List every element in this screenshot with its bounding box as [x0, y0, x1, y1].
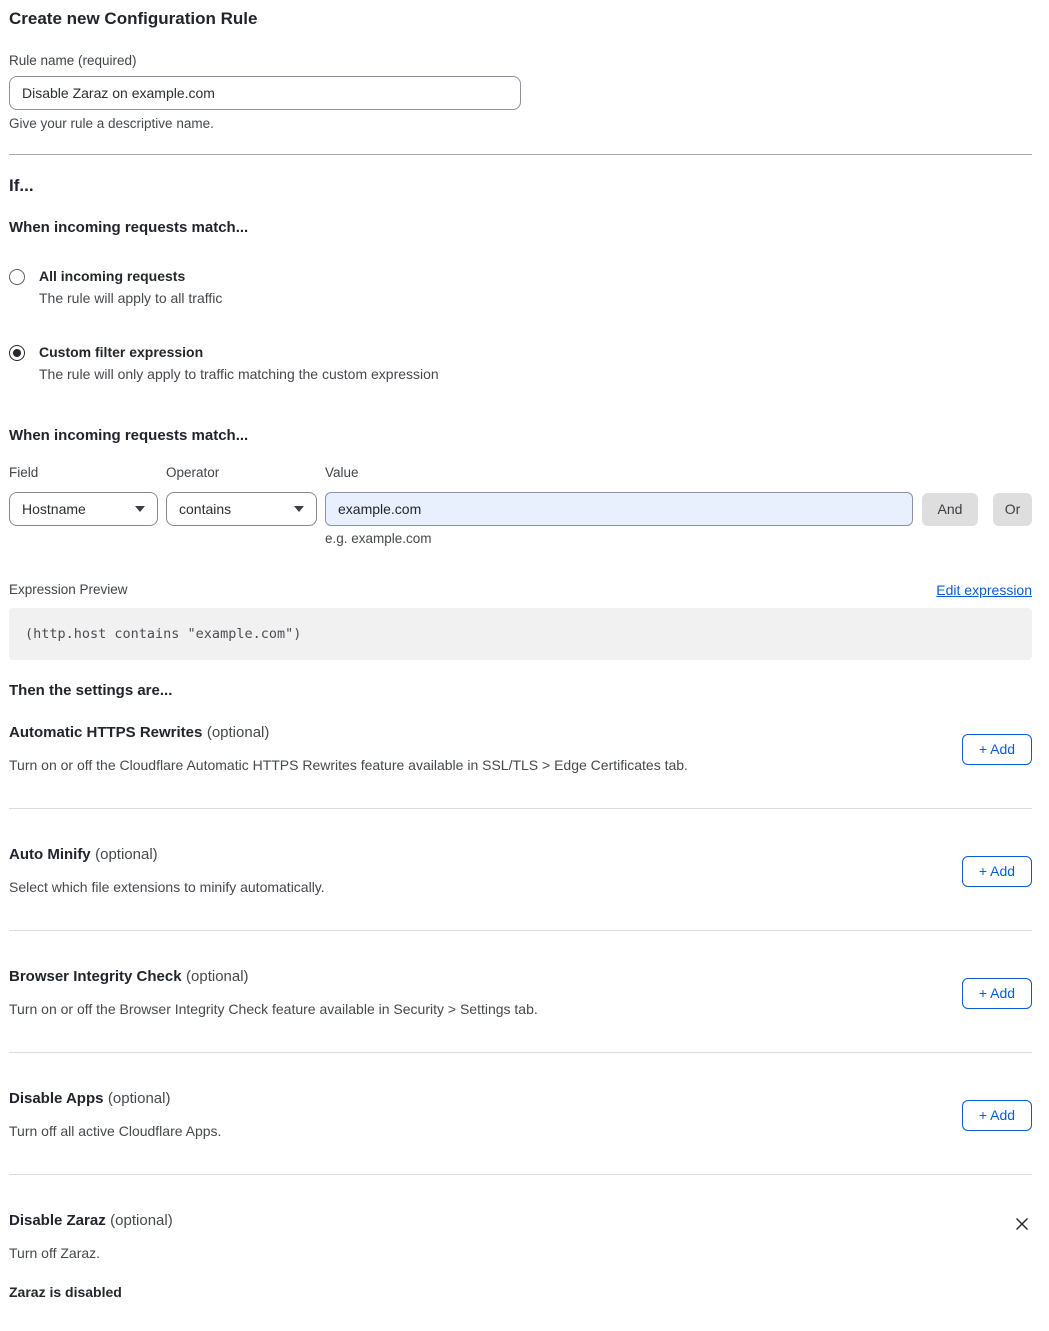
setting-title: Disable Apps	[9, 1090, 104, 1107]
setting-optional-label: (optional)	[95, 846, 158, 863]
edit-expression-link[interactable]: Edit expression	[936, 582, 1032, 598]
operator-select[interactable]	[166, 492, 317, 526]
rule-name-label: Rule name (required)	[9, 53, 137, 68]
radio-label: All incoming requests	[39, 268, 186, 284]
setting-optional-label: (optional)	[107, 1090, 171, 1107]
setting-disable-zaraz	[9, 1175, 1032, 1301]
setting-optional-label: (optional)	[186, 968, 249, 985]
condition-controls-row	[9, 492, 1032, 526]
value-helper: e.g. example.com	[325, 531, 432, 546]
add-automatic-https-rewrites-button[interactable]: + Add	[962, 734, 1032, 765]
setting-auto-minify	[9, 809, 1032, 896]
operator-label: Operator	[166, 465, 220, 480]
setting-title: Browser Integrity Check	[9, 968, 182, 985]
then-settings-heading: Then the settings are...	[9, 682, 173, 699]
close-disable-zaraz-button[interactable]	[1012, 1214, 1032, 1234]
value-label: Value	[325, 465, 359, 480]
setting-description: Select which file extensions to minify automatically.	[9, 879, 325, 895]
setting-description: Turn off all active Cloudflare Apps.	[9, 1123, 222, 1139]
close-icon	[1014, 1220, 1030, 1235]
or-button[interactable]: Or	[993, 493, 1032, 526]
setting-disable-apps	[9, 1053, 1032, 1140]
setting-browser-integrity-check	[9, 931, 1032, 1018]
radio-description: The rule will apply to all traffic	[39, 290, 223, 306]
radio-custom-filter-expression[interactable]	[9, 344, 1032, 383]
field-select[interactable]	[9, 492, 158, 526]
add-auto-minify-button[interactable]: + Add	[962, 856, 1032, 887]
zaraz-status-text: Zaraz is disabled	[9, 1284, 122, 1300]
and-button[interactable]: And	[922, 493, 978, 526]
rule-name-helper: Give your rule a descriptive name.	[9, 116, 214, 131]
setting-description: Turn on or off the Browser Integrity Check feature available in Security > Settings tab.	[9, 1001, 538, 1017]
caret-down-icon	[294, 506, 304, 512]
add-browser-integrity-check-button[interactable]: + Add	[962, 978, 1032, 1009]
value-input[interactable]	[325, 492, 913, 526]
setting-title: Disable Zaraz	[9, 1212, 106, 1229]
radio-button-icon[interactable]	[9, 269, 25, 285]
condition-labels-row	[9, 465, 1032, 481]
caret-down-icon	[135, 506, 145, 512]
setting-optional-label: (optional)	[206, 724, 270, 741]
if-heading: If...	[9, 176, 34, 195]
divider	[9, 154, 1032, 155]
expression-code-preview: (http.host contains "example.com")	[9, 608, 1032, 660]
page-title: Create new Configuration Rule	[9, 9, 258, 28]
rule-name-input[interactable]	[9, 76, 521, 110]
expression-preview-row	[9, 582, 1032, 598]
field-label: Field	[9, 465, 39, 480]
radio-button-selected-icon[interactable]	[9, 345, 25, 361]
field-select-value: Hostname	[22, 501, 86, 517]
radio-description: The rule will only apply to traffic matching the custom expression	[39, 366, 439, 382]
setting-automatic-https-rewrites	[9, 724, 1032, 774]
setting-description: Turn on or off the Cloudflare Automatic HTTPS Rewrites feature available in SSL/TLS > Edge Certificates tab.	[9, 757, 688, 773]
setting-title: Automatic HTTPS Rewrites	[9, 724, 203, 741]
match-heading: When incoming requests match...	[9, 219, 249, 236]
setting-optional-label: (optional)	[110, 1212, 173, 1229]
expression-preview-label: Expression Preview	[9, 582, 128, 597]
setting-title: Auto Minify	[9, 846, 91, 863]
radio-all-incoming-requests[interactable]	[9, 268, 1032, 307]
operator-select-value: contains	[179, 501, 232, 517]
condition-heading: When incoming requests match...	[9, 427, 249, 444]
add-disable-apps-button[interactable]: + Add	[962, 1100, 1032, 1131]
setting-description: Turn off Zaraz.	[9, 1245, 101, 1261]
radio-label: Custom filter expression	[39, 344, 204, 360]
